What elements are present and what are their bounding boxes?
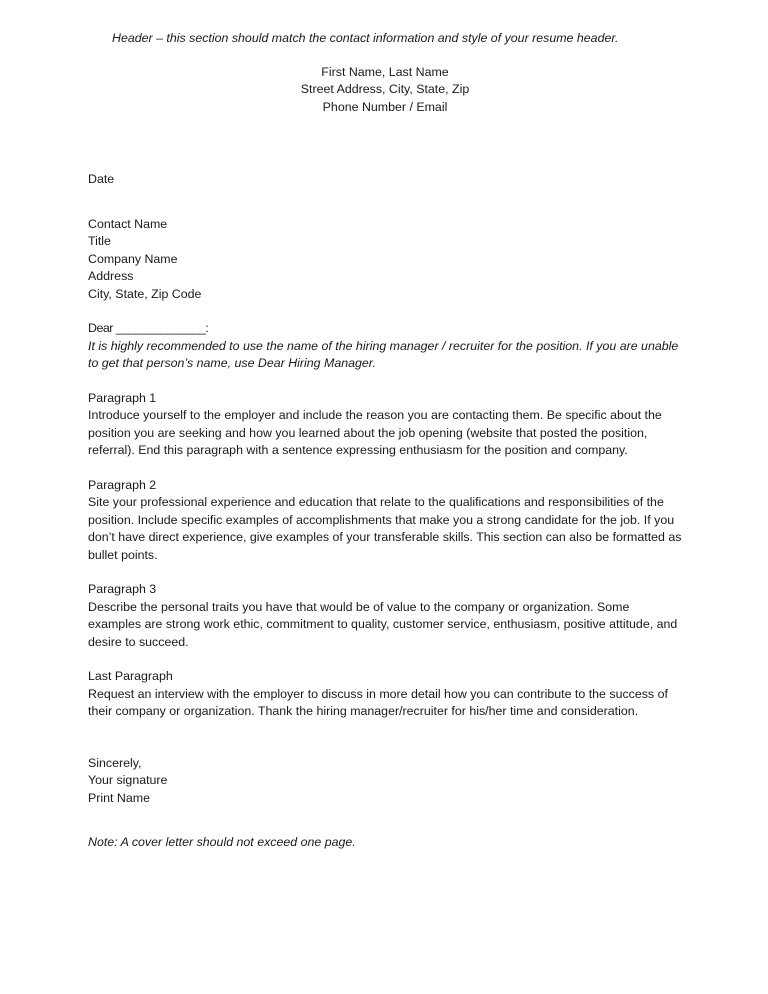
footer-note-text: Note: A cover letter should not exceed one page. <box>88 835 356 849</box>
paragraph-1-text: Introduce yourself to the employer and include the reason you are contacting them. Be specific about the position you are seeking and how you learned about the job opening (website that posted the position, referral). End this paragraph with a sentence expressing enthusiasm for the position and company. <box>88 408 662 457</box>
body-section-last-paragraph <box>88 668 682 721</box>
closing-block <box>88 755 682 808</box>
salutation-line: Dear ______________: <box>88 321 209 335</box>
paragraph-3-text: Describe the personal traits you have that would be of value to the company or organization. Some examples are strong work ethic, commitment to quality, customer service, enthusiasm, positive attitude, and desire to succeed. <box>88 599 678 649</box>
closing-salutation: Sincerely, <box>88 755 142 770</box>
header-instruction-text: Header – this section should match the contact information and style of your resume header. <box>112 31 619 45</box>
spacer-after-date <box>88 189 682 216</box>
recipient-company-name: Company Name <box>88 251 178 266</box>
header-line-name: First Name, Last Name <box>321 64 449 79</box>
last-paragraph-text: Request an interview with the employer to discuss in more detail how you can contribute to the success of their company or organization. Thank the hiring manager/recruiter for his/her time and consideration. <box>88 686 668 718</box>
spacer-before-paragraph-1 <box>88 373 682 390</box>
spacer-before-footer-note <box>88 807 682 834</box>
paragraph-3-label: Paragraph 3 <box>88 582 157 596</box>
paragraph-2-text: Site your professional experience and education that relate to the qualifications and responsibilities of the position. Include specific examples of accomplishments that make you a strong candidate for the job. If you don’t have direct experience, give examples of your transferable skills. This section can also be formatted as bullet points. <box>88 495 682 562</box>
recipient-title: Title <box>88 234 111 248</box>
spacer-before-closing <box>88 721 682 755</box>
paragraph-2-label: Paragraph 2 <box>88 477 157 492</box>
spacer-before-paragraph-2 <box>88 460 682 477</box>
signature-placeholder: Your signature <box>88 773 168 787</box>
body-section-paragraph-1 <box>88 390 682 460</box>
spacer-after-header <box>88 116 682 171</box>
header-line-address: Street Address, City, State, Zip <box>300 82 470 96</box>
spacer-before-last-paragraph <box>88 651 682 668</box>
recipient-contact-name: Contact Name <box>88 216 168 231</box>
resume-header-block <box>88 64 682 117</box>
document-content <box>88 30 682 852</box>
print-name-placeholder: Print Name <box>88 790 150 805</box>
recipient-city-state-zip: City, State, Zip Code <box>88 286 202 301</box>
paragraph-1-label: Paragraph 1 <box>88 390 157 405</box>
body-section-paragraph-3 <box>88 581 682 651</box>
salutation-instruction-text: It is highly recommended to use the name of the hiring manager / recruiter for the position. If you are unable to get that person’s name, use Dear Hiring Manager. <box>88 338 679 370</box>
spacer-before-salutation <box>88 303 682 320</box>
spacer-before-paragraph-3 <box>88 564 682 581</box>
last-paragraph-label: Last Paragraph <box>88 669 173 683</box>
recipient-address: Address <box>88 269 134 283</box>
date-label: Date <box>88 172 115 186</box>
body-section-paragraph-2 <box>88 477 682 565</box>
recipient-address-block <box>88 216 682 304</box>
header-line-contact: Phone Number / Email <box>322 99 448 114</box>
